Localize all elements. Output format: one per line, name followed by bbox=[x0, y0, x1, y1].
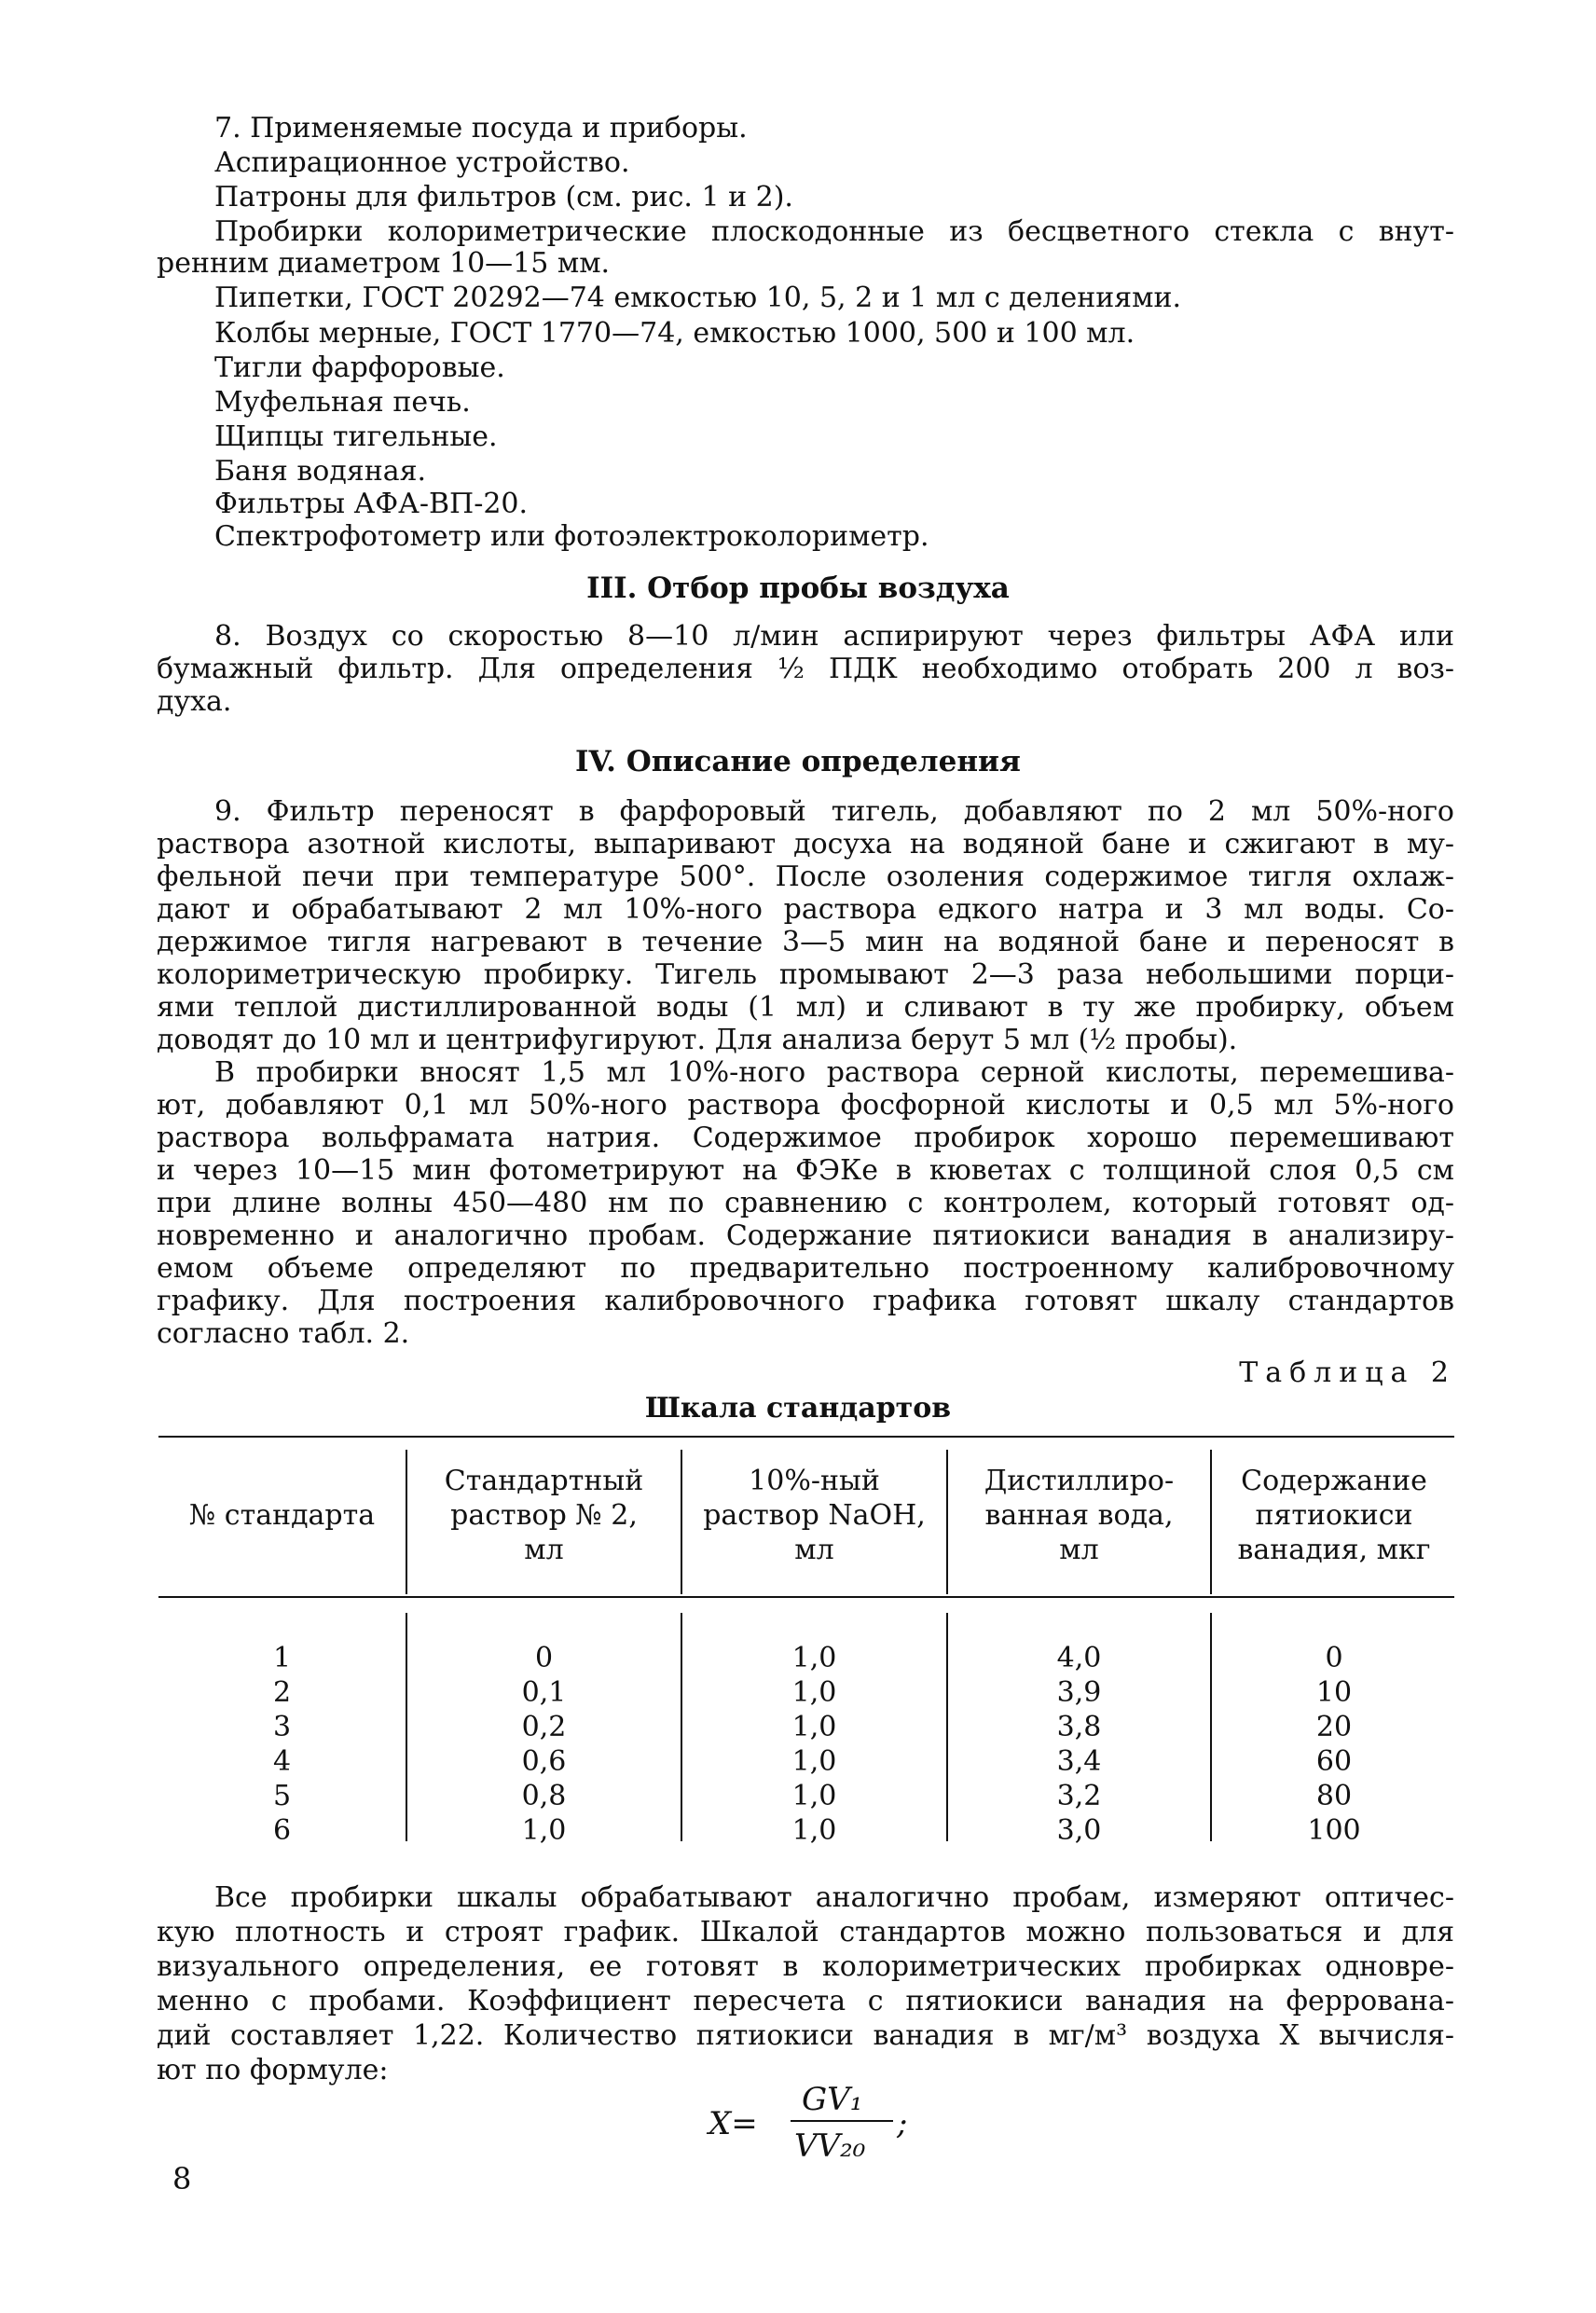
table-title: Шкала стандартов bbox=[644, 1392, 952, 1425]
table-cell: 20 bbox=[1315, 1711, 1353, 1743]
table-cell: 3,4 bbox=[1056, 1745, 1102, 1778]
paragraph-line: дают и обрабатывают 2 мл 10%-ного раствора едкого натра и 3 мл воды. Со- bbox=[157, 893, 1454, 926]
table-cell: 80 bbox=[1315, 1780, 1353, 1812]
table-cell: 1,0 bbox=[791, 1780, 837, 1812]
formula-denominator: VV₂₀ bbox=[794, 2127, 866, 2165]
table-cell: 0 bbox=[1325, 1642, 1343, 1674]
paragraph-line: графику. Для построения калибровочного графика готовят шкалу стандартов bbox=[157, 1285, 1454, 1317]
paragraph-line: Все пробирки шкалы обрабатывают аналогично пробам, измеряют оптичес- bbox=[214, 1881, 1454, 1914]
table-column-standard-no bbox=[158, 1641, 406, 1848]
paragraph-line: 8. Воздух со скоростью 8—10 л/мин аспирируют через фильтры АФА или bbox=[214, 620, 1454, 653]
paragraph-line: ют, добавляют 0,1 мл 50%-ного раствора фосфорной кислоты и 0,5 мл 5%-ного bbox=[157, 1089, 1454, 1122]
paragraph-line: раствора азотной кислоты, выпаривают досуха на водяной бане и сжигают в му- bbox=[157, 828, 1454, 860]
paragraph-line: емом объеме определяют по предварительно построенному калибровочному bbox=[157, 1252, 1454, 1285]
equipment-item-cont: ренним диаметром 10—15 мм. bbox=[157, 247, 611, 280]
equipment-heading: 7. Применяемые посуда и приборы. bbox=[214, 112, 748, 145]
equipment-item: Тигли фарфоровые. bbox=[214, 351, 505, 384]
equipment-item: Спектрофотометр или фотоэлектроколориметр. bbox=[214, 520, 929, 553]
equipment-item: Пробирки колориметрические плоскодонные из бесцветного стекла с внут- bbox=[214, 215, 1454, 248]
table-cell: 0 bbox=[534, 1642, 554, 1674]
equipment-item: Муфельная печь. bbox=[214, 386, 471, 419]
paragraph-line: дий составляет 1,22. Количество пятиокиси ванадия в мг/м³ воздуха X вычисля- bbox=[157, 2019, 1454, 2052]
equipment-item: Пипетки, ГОСТ 20292—74 емкостью 10, 5, 2 и 1 мл с делениями. bbox=[214, 282, 1181, 314]
table-cell: 0,6 bbox=[521, 1745, 567, 1778]
paragraph-line: визуального определения, ее готовят в колориметрических пробирках одновре- bbox=[157, 1950, 1454, 1983]
paragraph-line: держимое тигля нагревают в течение 3—5 мин на водяной бане и переносят в bbox=[157, 926, 1454, 958]
table-header-standard-no: № стандарта bbox=[188, 1499, 376, 1532]
table-cell: 1,0 bbox=[791, 1711, 837, 1743]
section-heading-sampling: III. Отбор пробы воздуха bbox=[586, 571, 1010, 605]
paragraph-line: В пробирки вносят 1,5 мл 10%-ного раствора серной кислоты, перемешива- bbox=[214, 1056, 1454, 1089]
table-top-rule bbox=[158, 1436, 1454, 1438]
table-cell: 2 bbox=[272, 1676, 292, 1709]
formula-lhs: X= bbox=[709, 2105, 758, 2142]
paragraph-line: ями теплой дистиллированной воды (1 мл) и сливают в ту же пробирку, объем bbox=[157, 991, 1454, 1024]
table-cell: 60 bbox=[1315, 1745, 1353, 1778]
paragraph-line: духа. bbox=[157, 685, 232, 718]
table-cell: 6 bbox=[272, 1814, 292, 1847]
table-column-naoh bbox=[682, 1641, 946, 1848]
table-cell: 1,0 bbox=[521, 1814, 567, 1847]
table-header-rule bbox=[158, 1596, 1454, 1598]
equipment-item: Аспирационное устройство. bbox=[214, 146, 630, 179]
table-cell: 3,2 bbox=[1056, 1780, 1102, 1812]
table-column-standard-solution bbox=[407, 1641, 681, 1848]
table-header-water: Дистиллиро- ванная вода, мл bbox=[984, 1465, 1175, 1566]
table-cell: 3,0 bbox=[1056, 1814, 1102, 1847]
paragraph-line: раствора вольфрамата натрия. Содержимое пробирок хорошо перемешивают bbox=[157, 1122, 1454, 1154]
table-cell: 1,0 bbox=[791, 1745, 837, 1778]
table-cell: 10 bbox=[1315, 1676, 1353, 1709]
paragraph-line: при длине волны 450—480 нм по сравнению с контролем, который готовят од- bbox=[157, 1187, 1454, 1219]
formula-numerator: GV₁ bbox=[802, 2081, 863, 2118]
equipment-item: Патроны для фильтров (см. рис. 1 и 2). bbox=[214, 181, 793, 213]
table-cell: 3,9 bbox=[1056, 1676, 1102, 1709]
paragraph-line: менно с пробами. Коэффициент пересчета с пятиокиси ванадия на феррована- bbox=[157, 1985, 1454, 2017]
section-heading-description: IV. Описание определения bbox=[575, 745, 1021, 778]
page-number: 8 bbox=[172, 2161, 192, 2196]
table-cell: 1,0 bbox=[791, 1814, 837, 1847]
equipment-item: Баня водяная. bbox=[214, 455, 427, 488]
table-cell: 3 bbox=[272, 1711, 292, 1743]
table-header-naoh: 10%-ный раствор NaOH, мл bbox=[703, 1465, 926, 1566]
table-cell: 1,0 bbox=[791, 1642, 837, 1674]
table-cell: 1 bbox=[272, 1642, 292, 1674]
table-header-vanadium: Содержание пятиокиси ванадия, мкг bbox=[1237, 1465, 1431, 1566]
table-header-standard-solution: Стандартный раствор № 2, мл bbox=[444, 1465, 644, 1566]
table-cell: 4,0 bbox=[1056, 1642, 1102, 1674]
table-column-vanadium bbox=[1212, 1641, 1456, 1848]
paragraph-line: 9. Фильтр переносят в фарфоровый тигель, добавляют по 2 мл 50%-ного bbox=[214, 795, 1454, 828]
equipment-item: Фильтры АФА-ВП-20. bbox=[214, 488, 529, 520]
table-cell: 4 bbox=[272, 1745, 292, 1778]
paragraph-line: и через 10—15 мин фотометрируют на ФЭКе в кюветах с толщиной слоя 0,5 см bbox=[157, 1154, 1454, 1187]
table-cell: 0,2 bbox=[521, 1711, 567, 1743]
table-cell: 0,8 bbox=[521, 1780, 567, 1812]
table-cell: 100 bbox=[1307, 1814, 1361, 1847]
paragraph-line: бумажный фильтр. Для определения ½ ПДК необходимо отобрать 200 л воз- bbox=[157, 653, 1454, 685]
paragraph-line: новременно и аналогично пробам. Содержание пятиокиси ванадия в анализиру- bbox=[157, 1219, 1454, 1252]
table-cell: 1,0 bbox=[791, 1676, 837, 1709]
paragraph-line: колориметрическую пробирку. Тигель промывают 2—3 раза небольшими порци- bbox=[157, 958, 1454, 991]
formula-fraction-bar bbox=[791, 2120, 893, 2122]
table-cell: 5 bbox=[272, 1780, 292, 1812]
paragraph-line: ют по формуле: bbox=[157, 2054, 389, 2086]
paragraph-line: доводят до 10 мл и центрифугируют. Для анализа берут 5 мл (½ пробы). bbox=[157, 1024, 1238, 1056]
formula-tail: ; bbox=[897, 2105, 908, 2142]
paragraph-line: кую плотность и строят график. Шкалой стандартов можно пользоваться и для bbox=[157, 1916, 1454, 1948]
paragraph-line: фельной печи при температуре 500°. После озоления содержимое тигля охлаж- bbox=[157, 860, 1454, 893]
paragraph-line: согласно табл. 2. bbox=[157, 1317, 410, 1350]
table-label: Таблица 2 bbox=[1239, 1356, 1456, 1389]
table-cell: 0,1 bbox=[521, 1676, 567, 1709]
table-cell: 3,8 bbox=[1056, 1711, 1102, 1743]
equipment-item: Щипцы тигельные. bbox=[214, 420, 498, 453]
table-column-water bbox=[948, 1641, 1210, 1848]
equipment-item: Колбы мерные, ГОСТ 1770—74, емкостью 1000, 500 и 100 мл. bbox=[214, 317, 1135, 350]
